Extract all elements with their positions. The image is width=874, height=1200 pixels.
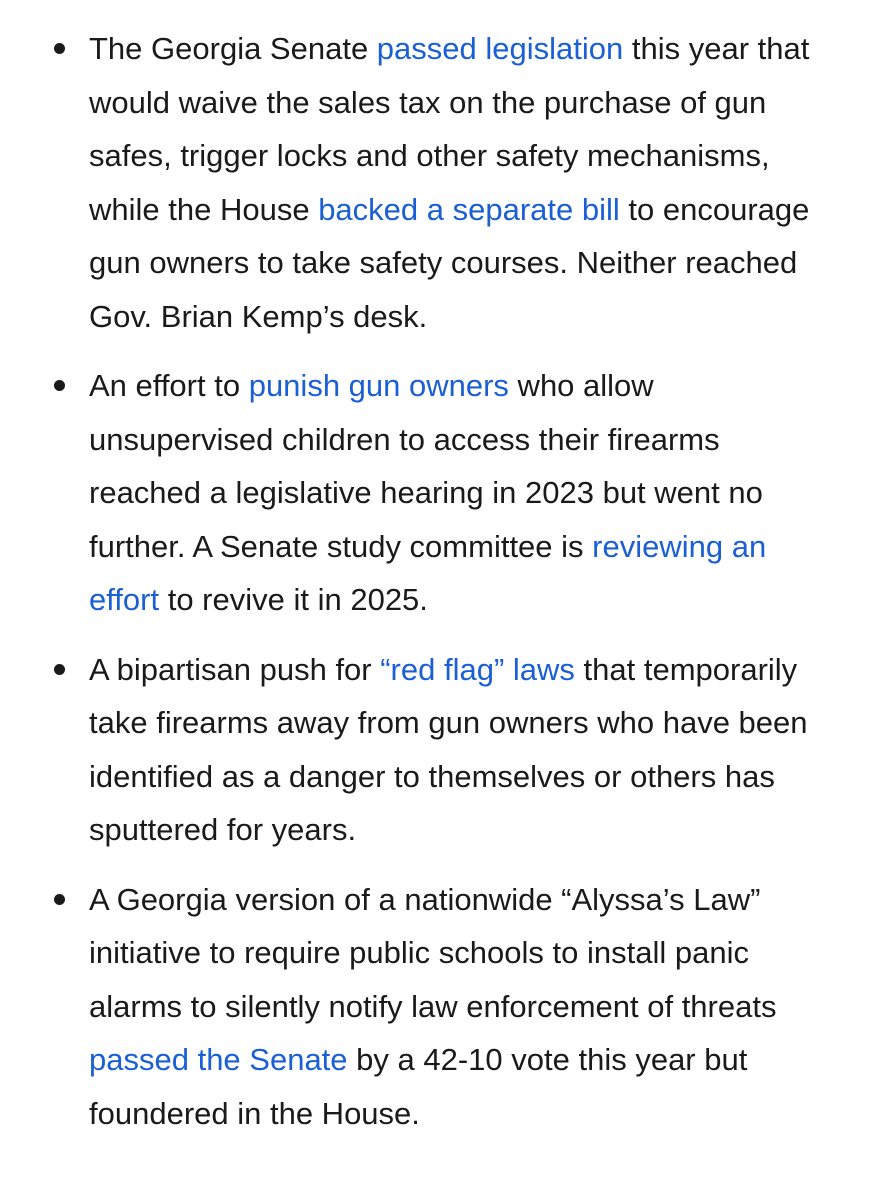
text-segment: by a 42-10 vote this year but foundered in the House. [89,1042,748,1131]
text-segment: A Georgia version of a nationwide “Alyssa’s Law” initiative to require public schools to install panic alarms to silently notify law enforcement of threats [89,881,777,1024]
text-segment: An effort to [89,368,249,403]
text-segment: this year that would waive the sales tax on the purchase of gun safes, trigger locks and other safety mechanisms, while the House [89,31,810,227]
text-segment: to revive it in 2025. [159,582,428,617]
bullet-dot-icon [54,894,65,905]
text-segment: to encourage gun owners to take safety courses. Neither reached Gov. Brian Kemp’s desk. [89,191,810,334]
bullet-text [89,359,834,627]
bullet-text [89,643,834,857]
bullet-dot-icon [54,664,65,675]
text-segment: A bipartisan push for [89,651,381,687]
link-punish-gun-owners[interactable]: punish gun owners [248,368,509,403]
bullet-item-alyssas-law [0,873,874,1141]
bullet-dot-icon [54,380,65,391]
bullet-item-red-flag-laws [0,643,874,857]
link-red-flag-laws[interactable]: “red flag” laws [380,651,575,687]
bullet-item-punish-gun-owners [0,359,874,627]
link-backed-separate-bill[interactable]: backed a separate bill [318,191,620,227]
text-segment: that temporarily take firearms away from gun owners who have been identified as a danger to themselves or others has sputtered for years. [89,651,808,847]
link-passed-legislation[interactable]: passed legislation [376,31,624,66]
bullet-dot-icon [54,43,65,54]
article-bullet-list [0,22,874,1156]
bullet-item-senate-sales-tax [0,22,874,343]
bullet-text [89,873,834,1141]
text-segment: The Georgia Senate [89,31,377,66]
text-segment: who allow unsupervised children to access their firearms reached a legislative hearing in 2023 but went no further. A Senate study committee is [89,368,763,564]
bullet-text [89,22,834,343]
link-passed-the-senate[interactable]: passed the Senate [89,1042,348,1077]
link-reviewing-an-effort[interactable]: reviewing an effort [89,528,767,617]
